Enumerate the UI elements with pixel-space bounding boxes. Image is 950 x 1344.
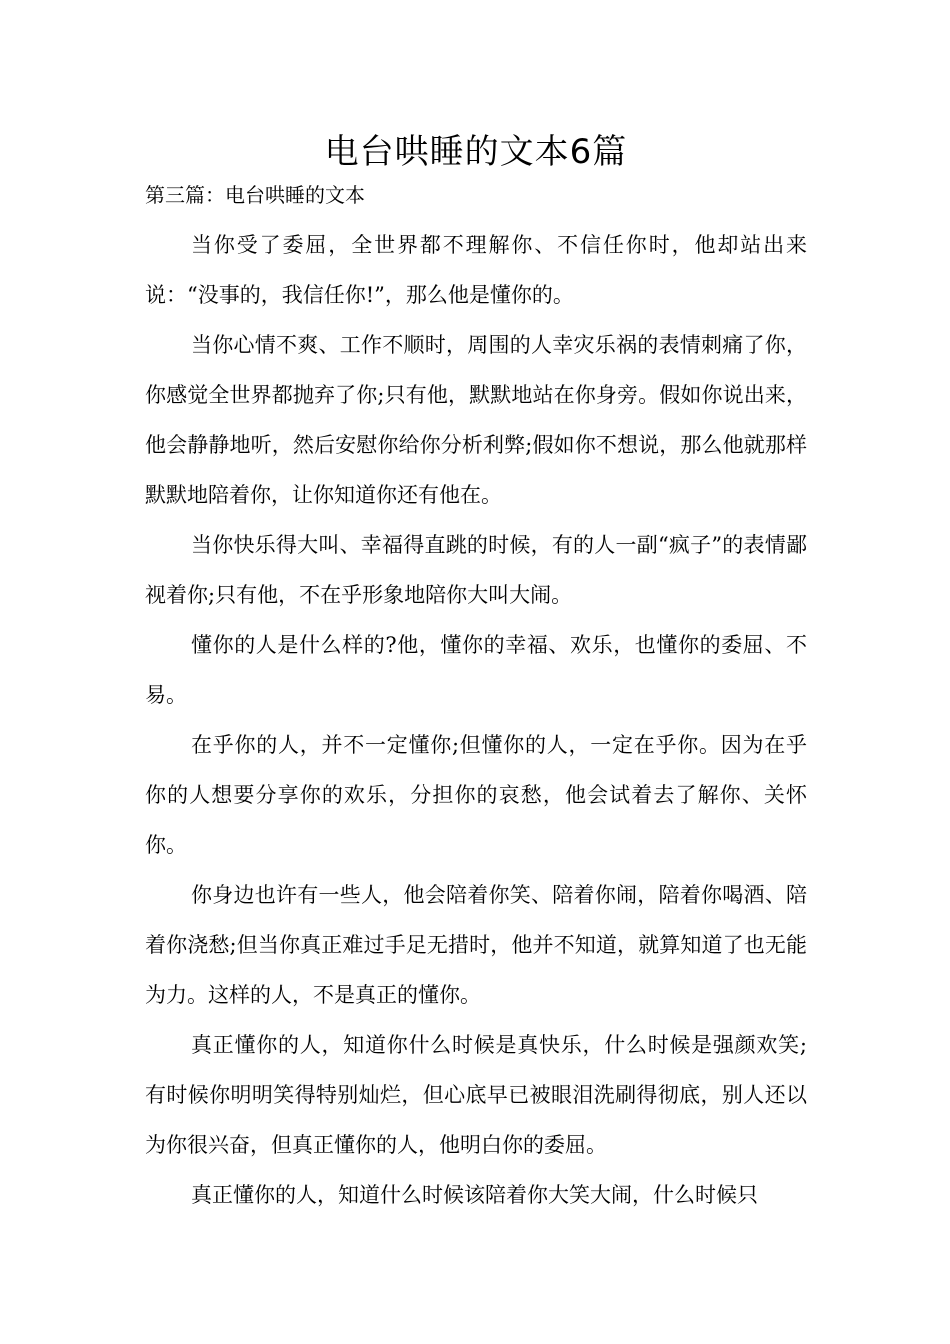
paragraph-3: 当你快乐得大叫、幸福得直跳的时候，有的人一副“疯子”的表情鄙视着你;只有他，不在乎形象地陪你大叫大闹。 <box>145 533 807 607</box>
paragraph-2: 当你心情不爽、工作不顺时，周围的人幸灾乐祸的表情刺痛了你，你感觉全世界都抛弃了你;只有他，默默地站在你身旁。假如你说出来，他会静静地听，然后安慰你给你分析利弊;假如你不想说，那么他就那样默默地陪着你，让你知道你还有他在。 <box>145 333 807 507</box>
document-title: 电台哄睡的文本6篇 <box>324 132 628 172</box>
document-page <box>145 128 807 1220</box>
paragraph-6: 你身边也许有一些人，他会陪着你笑、陪着你闹，陪着你喝酒、陪着你浇愁;但当你真正难过手足无措时，他并不知道，就算知道了也无能为力。这样的人，不是真正的懂你。 <box>145 883 807 1007</box>
paragraph-8: 真正懂你的人，知道什么时候该陪着你大笑大闹，什么时候只 <box>191 1183 758 1207</box>
paragraph-4: 懂你的人是什么样的?他，懂你的幸福、欢乐，也懂你的委屈、不易。 <box>145 633 807 707</box>
paragraph-5: 在乎你的人，并不一定懂你;但懂你的人，一定在乎你。因为在乎你的人想要分享你的欢乐，分担你的哀愁，他会试着去了解你、关怀你。 <box>145 733 807 857</box>
paragraph-7: 真正懂你的人，知道你什么时候是真快乐，什么时候是强颜欢笑;有时候你明明笑得特别灿烂，但心底早已被眼泪洗刷得彻底，别人还以为你很兴奋，但真正懂你的人，他明白你的委屈。 <box>145 1033 807 1157</box>
section-heading: 第三篇：电台哄睡的文本 <box>145 183 365 207</box>
paragraph-1: 当你受了委屈，全世界都不理解你、不信任你时，他却站出来说：“没事的，我信任你!”，那么他是懂你的。 <box>145 233 807 307</box>
